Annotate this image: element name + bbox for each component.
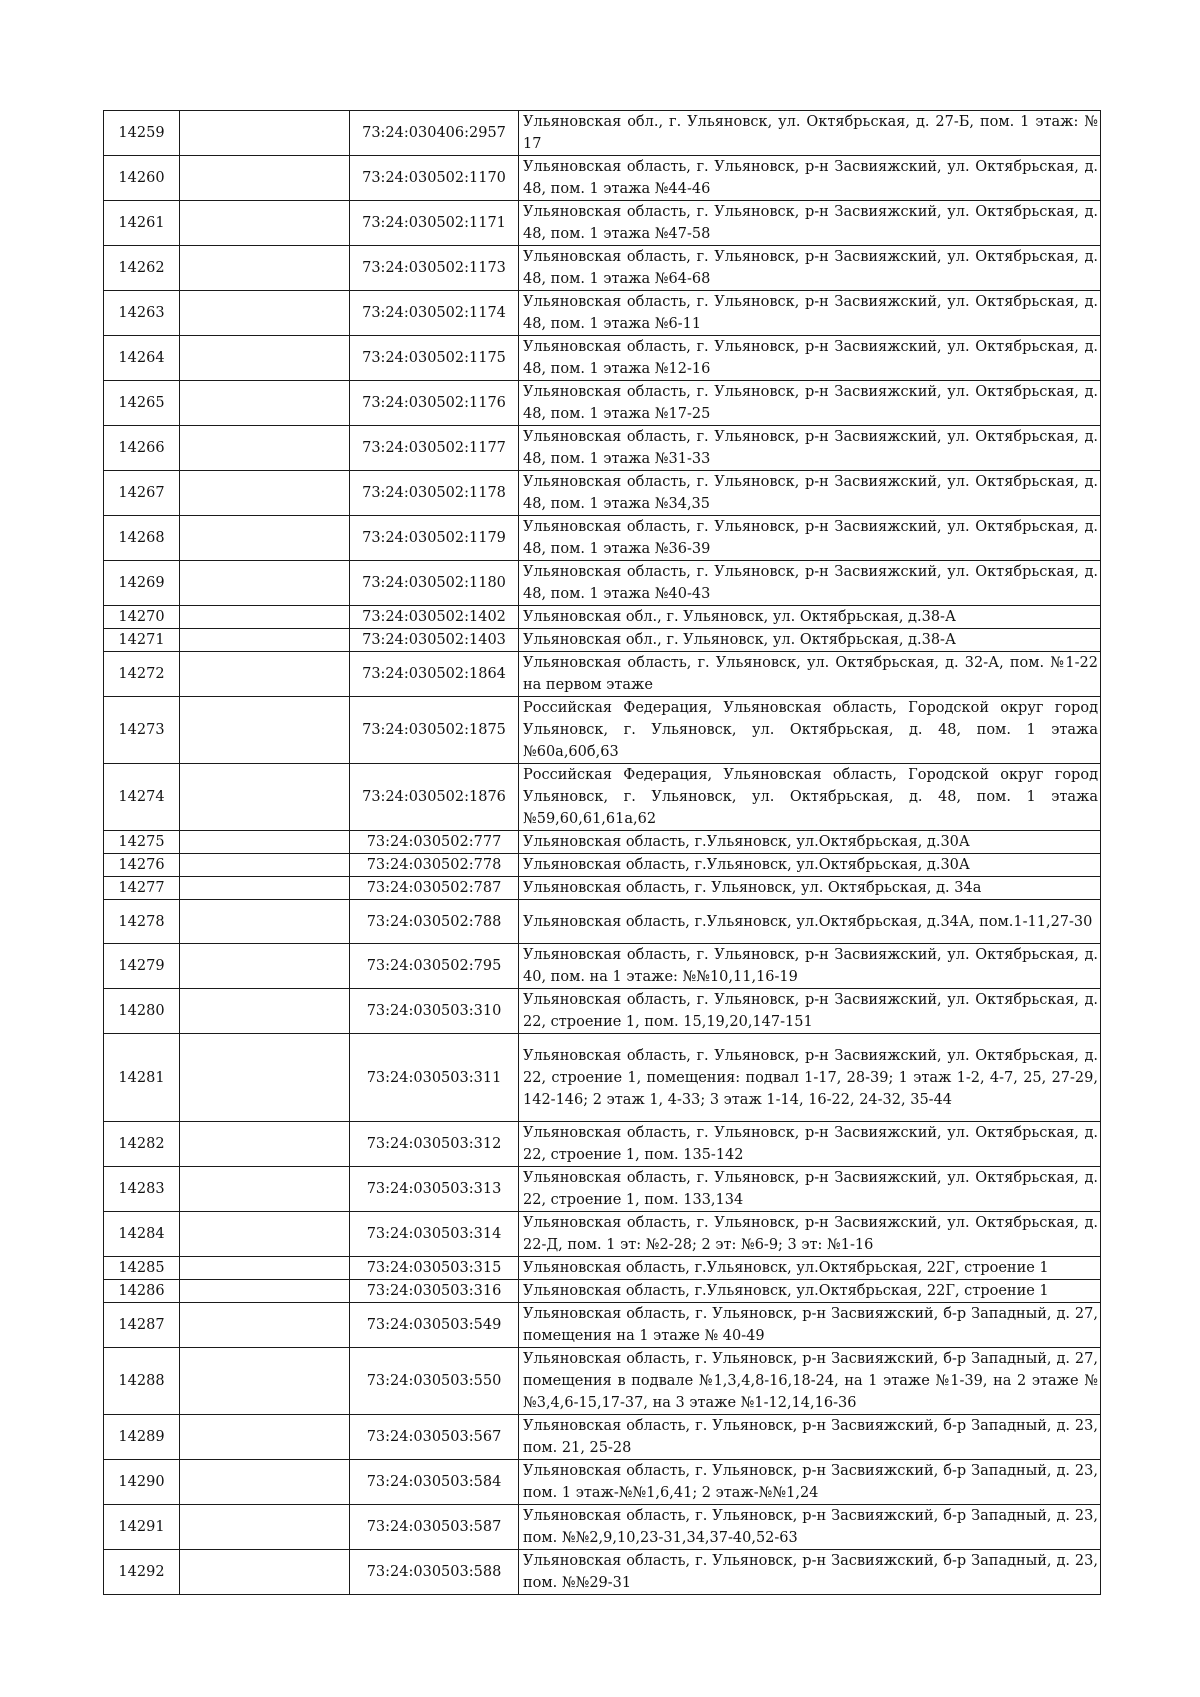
row-number-cell: 14274 (104, 764, 180, 831)
row-number-cell: 14260 (104, 156, 180, 201)
row-number-cell: 14270 (104, 606, 180, 629)
row-number-cell: 14263 (104, 291, 180, 336)
address-cell: Ульяновская область, г. Ульяновск, р-н Засвияжский, ул. Октябрьская, д. 22-Д, пом. 1 эт: №2-28; 2 эт: №6-9; 3 эт: №1-16 (519, 1212, 1101, 1257)
empty-cell (180, 606, 350, 629)
row-number-cell: 14272 (104, 652, 180, 697)
cadastral-number-cell: 73:24:030502:795 (350, 944, 519, 989)
address-cell: Ульяновская область, г. Ульяновск, р-н Засвияжский, б-р Западный, д. 23, пом. №№2,9,10,23-31,34,37-40,52-63 (519, 1505, 1101, 1550)
registry-table (103, 110, 1101, 1595)
row-number-cell: 14290 (104, 1460, 180, 1505)
table-row (104, 1415, 1101, 1460)
cadastral-number-cell: 73:24:030502:1175 (350, 336, 519, 381)
empty-cell (180, 381, 350, 426)
address-cell: Ульяновская область, г. Ульяновск, р-н Засвияжский, ул. Октябрьская, д. 48, пом. 1 этажа №64-68 (519, 246, 1101, 291)
row-number-cell: 14276 (104, 854, 180, 877)
address-cell: Ульяновская область, г. Ульяновск, р-н Засвияжский, б-р Западный, д. 23, пом. 21, 25-28 (519, 1415, 1101, 1460)
table-row (104, 516, 1101, 561)
cadastral-number-cell: 73:24:030502:1171 (350, 201, 519, 246)
row-number-cell: 14288 (104, 1348, 180, 1415)
table-row (104, 1122, 1101, 1167)
address-cell: Ульяновская область, г. Ульяновск, р-н Засвияжский, ул. Октябрьская, д. 22, строение 1, пом. 133,134 (519, 1167, 1101, 1212)
cadastral-number-cell: 73:24:030503:550 (350, 1348, 519, 1415)
table-row (104, 1257, 1101, 1280)
address-cell: Ульяновская область, г. Ульяновск, р-н Засвияжский, ул. Октябрьская, д. 48, пом. 1 этажа №34,35 (519, 471, 1101, 516)
row-number-cell: 14281 (104, 1034, 180, 1122)
address-cell: Ульяновская область, г. Ульяновск, р-н Засвияжский, ул. Октябрьская, д. 22, строение 1, помещения: подвал 1-17, 28-39; 1 этаж 1-2, 4-7, 25, 27-29, 142-146; 2 этаж 1, 4-33; 3 этаж 1-14, 16-22, 24-32, 35-44 (519, 1034, 1101, 1122)
empty-cell (180, 900, 350, 944)
table-row (104, 381, 1101, 426)
row-number-cell: 14284 (104, 1212, 180, 1257)
empty-cell (180, 1122, 350, 1167)
cadastral-number-cell: 73:24:030503:316 (350, 1280, 519, 1303)
table-row (104, 1460, 1101, 1505)
table-row (104, 291, 1101, 336)
address-cell: Ульяновская область, г. Ульяновск, ул. Октябрьская, д. 32-А, пом. №1-22 на первом этаже (519, 652, 1101, 697)
table-row (104, 246, 1101, 291)
empty-cell (180, 629, 350, 652)
row-number-cell: 14265 (104, 381, 180, 426)
table-row (104, 877, 1101, 900)
row-number-cell: 14261 (104, 201, 180, 246)
address-cell: Ульяновская область, г.Ульяновск, ул.Октябрьская, д.30А (519, 831, 1101, 854)
row-number-cell: 14267 (104, 471, 180, 516)
row-number-cell: 14262 (104, 246, 180, 291)
cadastral-number-cell: 73:24:030502:778 (350, 854, 519, 877)
address-cell: Ульяновская область, г. Ульяновск, р-н Засвияжский, б-р Западный, д. 23, пом. №№29-31 (519, 1550, 1101, 1595)
table-row (104, 989, 1101, 1034)
address-cell: Российская Федерация, Ульяновская область, Городской округ город Ульяновск, г. Ульяновск, ул. Октябрьская, д. 48, пом. 1 этажа №59,60,61,61а,62 (519, 764, 1101, 831)
address-cell: Ульяновская область, г. Ульяновск, р-н Засвияжский, б-р Западный, д. 27, помещения в подвале №1,3,4,8-16,18-24, на 1 этаже №1-39, на 2 этаже №№3,4,6-15,17-37, на 3 этаже №1-12,14,16-36 (519, 1348, 1101, 1415)
row-number-cell: 14285 (104, 1257, 180, 1280)
address-cell: Ульяновская область, г. Ульяновск, р-н Засвияжский, ул. Октябрьская, д. 40, пом. на 1 этаже: №№10,11,16-19 (519, 944, 1101, 989)
table-row (104, 831, 1101, 854)
empty-cell (180, 652, 350, 697)
empty-cell (180, 1257, 350, 1280)
cadastral-number-cell: 73:24:030502:1177 (350, 426, 519, 471)
empty-cell (180, 291, 350, 336)
address-cell: Ульяновская область, г. Ульяновск, р-н Засвияжский, ул. Октябрьская, д. 48, пом. 1 этажа №36-39 (519, 516, 1101, 561)
table-row (104, 1280, 1101, 1303)
cadastral-number-cell: 73:24:030502:1402 (350, 606, 519, 629)
empty-cell (180, 944, 350, 989)
row-number-cell: 14264 (104, 336, 180, 381)
empty-cell (180, 1303, 350, 1348)
empty-cell (180, 877, 350, 900)
table-row (104, 1505, 1101, 1550)
row-number-cell: 14277 (104, 877, 180, 900)
table-row (104, 1212, 1101, 1257)
cadastral-number-cell: 73:24:030502:788 (350, 900, 519, 944)
empty-cell (180, 697, 350, 764)
address-cell: Ульяновская область, г. Ульяновск, р-н Засвияжский, ул. Октябрьская, д. 48, пом. 1 этажа №12-16 (519, 336, 1101, 381)
cadastral-number-cell: 73:24:030502:1180 (350, 561, 519, 606)
row-number-cell: 14292 (104, 1550, 180, 1595)
address-cell: Ульяновская область, г. Ульяновск, р-н Засвияжский, ул. Октябрьская, д. 48, пом. 1 этажа №17-25 (519, 381, 1101, 426)
empty-cell (180, 201, 350, 246)
address-cell: Ульяновская область, г. Ульяновск, р-н Засвияжский, б-р Западный, д. 27, помещения на 1 этаже № 40-49 (519, 1303, 1101, 1348)
address-cell: Ульяновская область, г. Ульяновск, р-н Засвияжский, ул. Октябрьская, д. 48, пом. 1 этажа №44-46 (519, 156, 1101, 201)
empty-cell (180, 989, 350, 1034)
address-cell: Ульяновская область, г.Ульяновск, ул.Октябрьская, д.34А, пом.1-11,27-30 (519, 900, 1101, 944)
cadastral-number-cell: 73:24:030502:1864 (350, 652, 519, 697)
row-number-cell: 14271 (104, 629, 180, 652)
registry-body (104, 111, 1101, 1595)
row-number-cell: 14275 (104, 831, 180, 854)
cadastral-number-cell: 73:24:030502:1174 (350, 291, 519, 336)
row-number-cell: 14291 (104, 1505, 180, 1550)
row-number-cell: 14279 (104, 944, 180, 989)
cadastral-number-cell: 73:24:030502:1173 (350, 246, 519, 291)
cadastral-number-cell: 73:24:030502:1403 (350, 629, 519, 652)
table-row (104, 336, 1101, 381)
address-cell: Ульяновская обл., г. Ульяновск, ул. Октябрьская, д. 27-Б, пом. 1 этаж: № 17 (519, 111, 1101, 156)
cadastral-number-cell: 73:24:030406:2957 (350, 111, 519, 156)
empty-cell (180, 426, 350, 471)
table-row (104, 156, 1101, 201)
address-cell: Ульяновская область, г. Ульяновск, р-н Засвияжский, ул. Октябрьская, д. 48, пом. 1 этажа №40-43 (519, 561, 1101, 606)
empty-cell (180, 1460, 350, 1505)
row-number-cell: 14286 (104, 1280, 180, 1303)
cadastral-number-cell: 73:24:030503:567 (350, 1415, 519, 1460)
empty-cell (180, 1505, 350, 1550)
empty-cell (180, 1212, 350, 1257)
cadastral-number-cell: 73:24:030503:312 (350, 1122, 519, 1167)
empty-cell (180, 471, 350, 516)
table-row (104, 606, 1101, 629)
table-row (104, 561, 1101, 606)
row-number-cell: 14287 (104, 1303, 180, 1348)
row-number-cell: 14273 (104, 697, 180, 764)
empty-cell (180, 1280, 350, 1303)
table-row (104, 1034, 1101, 1122)
empty-cell (180, 246, 350, 291)
address-cell: Ульяновская область, г.Ульяновск, ул.Октябрьская, 22Г, строение 1 (519, 1257, 1101, 1280)
empty-cell (180, 1034, 350, 1122)
row-number-cell: 14283 (104, 1167, 180, 1212)
address-cell: Ульяновская область, г. Ульяновск, р-н Засвияжский, ул. Октябрьская, д. 22, строение 1, пом. 15,19,20,147-151 (519, 989, 1101, 1034)
table-row (104, 854, 1101, 877)
cadastral-number-cell: 73:24:030503:584 (350, 1460, 519, 1505)
row-number-cell: 14282 (104, 1122, 180, 1167)
cadastral-number-cell: 73:24:030502:1179 (350, 516, 519, 561)
cadastral-number-cell: 73:24:030503:310 (350, 989, 519, 1034)
table-row (104, 1550, 1101, 1595)
table-row (104, 697, 1101, 764)
table-row (104, 426, 1101, 471)
empty-cell (180, 156, 350, 201)
empty-cell (180, 336, 350, 381)
address-cell: Российская Федерация, Ульяновская область, Городской округ город Ульяновск, г. Ульяновск, ул. Октябрьская, д. 48, пом. 1 этажа №60а,60б,63 (519, 697, 1101, 764)
cadastral-number-cell: 73:24:030503:588 (350, 1550, 519, 1595)
row-number-cell: 14280 (104, 989, 180, 1034)
empty-cell (180, 111, 350, 156)
address-cell: Ульяновская обл., г. Ульяновск, ул. Октябрьская, д.38-А (519, 606, 1101, 629)
address-cell: Ульяновская область, г. Ульяновск, р-н Засвияжский, ул. Октябрьская, д. 48, пом. 1 этажа №31-33 (519, 426, 1101, 471)
empty-cell (180, 1167, 350, 1212)
address-cell: Ульяновская обл., г. Ульяновск, ул. Октябрьская, д.38-А (519, 629, 1101, 652)
row-number-cell: 14278 (104, 900, 180, 944)
empty-cell (180, 764, 350, 831)
address-cell: Ульяновская область, г. Ульяновск, р-н Засвияжский, ул. Октябрьская, д. 48, пом. 1 этажа №6-11 (519, 291, 1101, 336)
cadastral-number-cell: 73:24:030503:587 (350, 1505, 519, 1550)
table-row (104, 944, 1101, 989)
cadastral-number-cell: 73:24:030503:314 (350, 1212, 519, 1257)
empty-cell (180, 1415, 350, 1460)
address-cell: Ульяновская область, г. Ульяновск, ул. Октябрьская, д. 34а (519, 877, 1101, 900)
address-cell: Ульяновская область, г. Ульяновск, р-н Засвияжский, ул. Октябрьская, д. 48, пом. 1 этажа №47-58 (519, 201, 1101, 246)
empty-cell (180, 516, 350, 561)
empty-cell (180, 831, 350, 854)
empty-cell (180, 561, 350, 606)
table-row (104, 900, 1101, 944)
row-number-cell: 14266 (104, 426, 180, 471)
cadastral-number-cell: 73:24:030502:1178 (350, 471, 519, 516)
cadastral-number-cell: 73:24:030502:1876 (350, 764, 519, 831)
cadastral-number-cell: 73:24:030502:1875 (350, 697, 519, 764)
empty-cell (180, 1348, 350, 1415)
row-number-cell: 14268 (104, 516, 180, 561)
cadastral-number-cell: 73:24:030503:313 (350, 1167, 519, 1212)
table-row (104, 629, 1101, 652)
address-cell: Ульяновская область, г. Ульяновск, р-н Засвияжский, ул. Октябрьская, д. 22, строение 1, пом. 135-142 (519, 1122, 1101, 1167)
table-row (104, 471, 1101, 516)
cadastral-number-cell: 73:24:030502:1170 (350, 156, 519, 201)
table-row (104, 1303, 1101, 1348)
cadastral-number-cell: 73:24:030502:1176 (350, 381, 519, 426)
cadastral-number-cell: 73:24:030502:777 (350, 831, 519, 854)
address-cell: Ульяновская область, г.Ульяновск, ул.Октябрьская, д.30А (519, 854, 1101, 877)
cadastral-number-cell: 73:24:030503:549 (350, 1303, 519, 1348)
row-number-cell: 14269 (104, 561, 180, 606)
row-number-cell: 14259 (104, 111, 180, 156)
row-number-cell: 14289 (104, 1415, 180, 1460)
table-row (104, 201, 1101, 246)
address-cell: Ульяновская область, г.Ульяновск, ул.Октябрьская, 22Г, строение 1 (519, 1280, 1101, 1303)
cadastral-number-cell: 73:24:030502:787 (350, 877, 519, 900)
table-row (104, 111, 1101, 156)
address-cell: Ульяновская область, г. Ульяновск, р-н Засвияжский, б-р Западный, д. 23, пом. 1 этаж-№№1,6,41; 2 этаж-№№1,24 (519, 1460, 1101, 1505)
table-row (104, 652, 1101, 697)
cadastral-number-cell: 73:24:030503:311 (350, 1034, 519, 1122)
empty-cell (180, 854, 350, 877)
table-row (104, 764, 1101, 831)
cadastral-number-cell: 73:24:030503:315 (350, 1257, 519, 1280)
table-row (104, 1348, 1101, 1415)
table-row (104, 1167, 1101, 1212)
empty-cell (180, 1550, 350, 1595)
